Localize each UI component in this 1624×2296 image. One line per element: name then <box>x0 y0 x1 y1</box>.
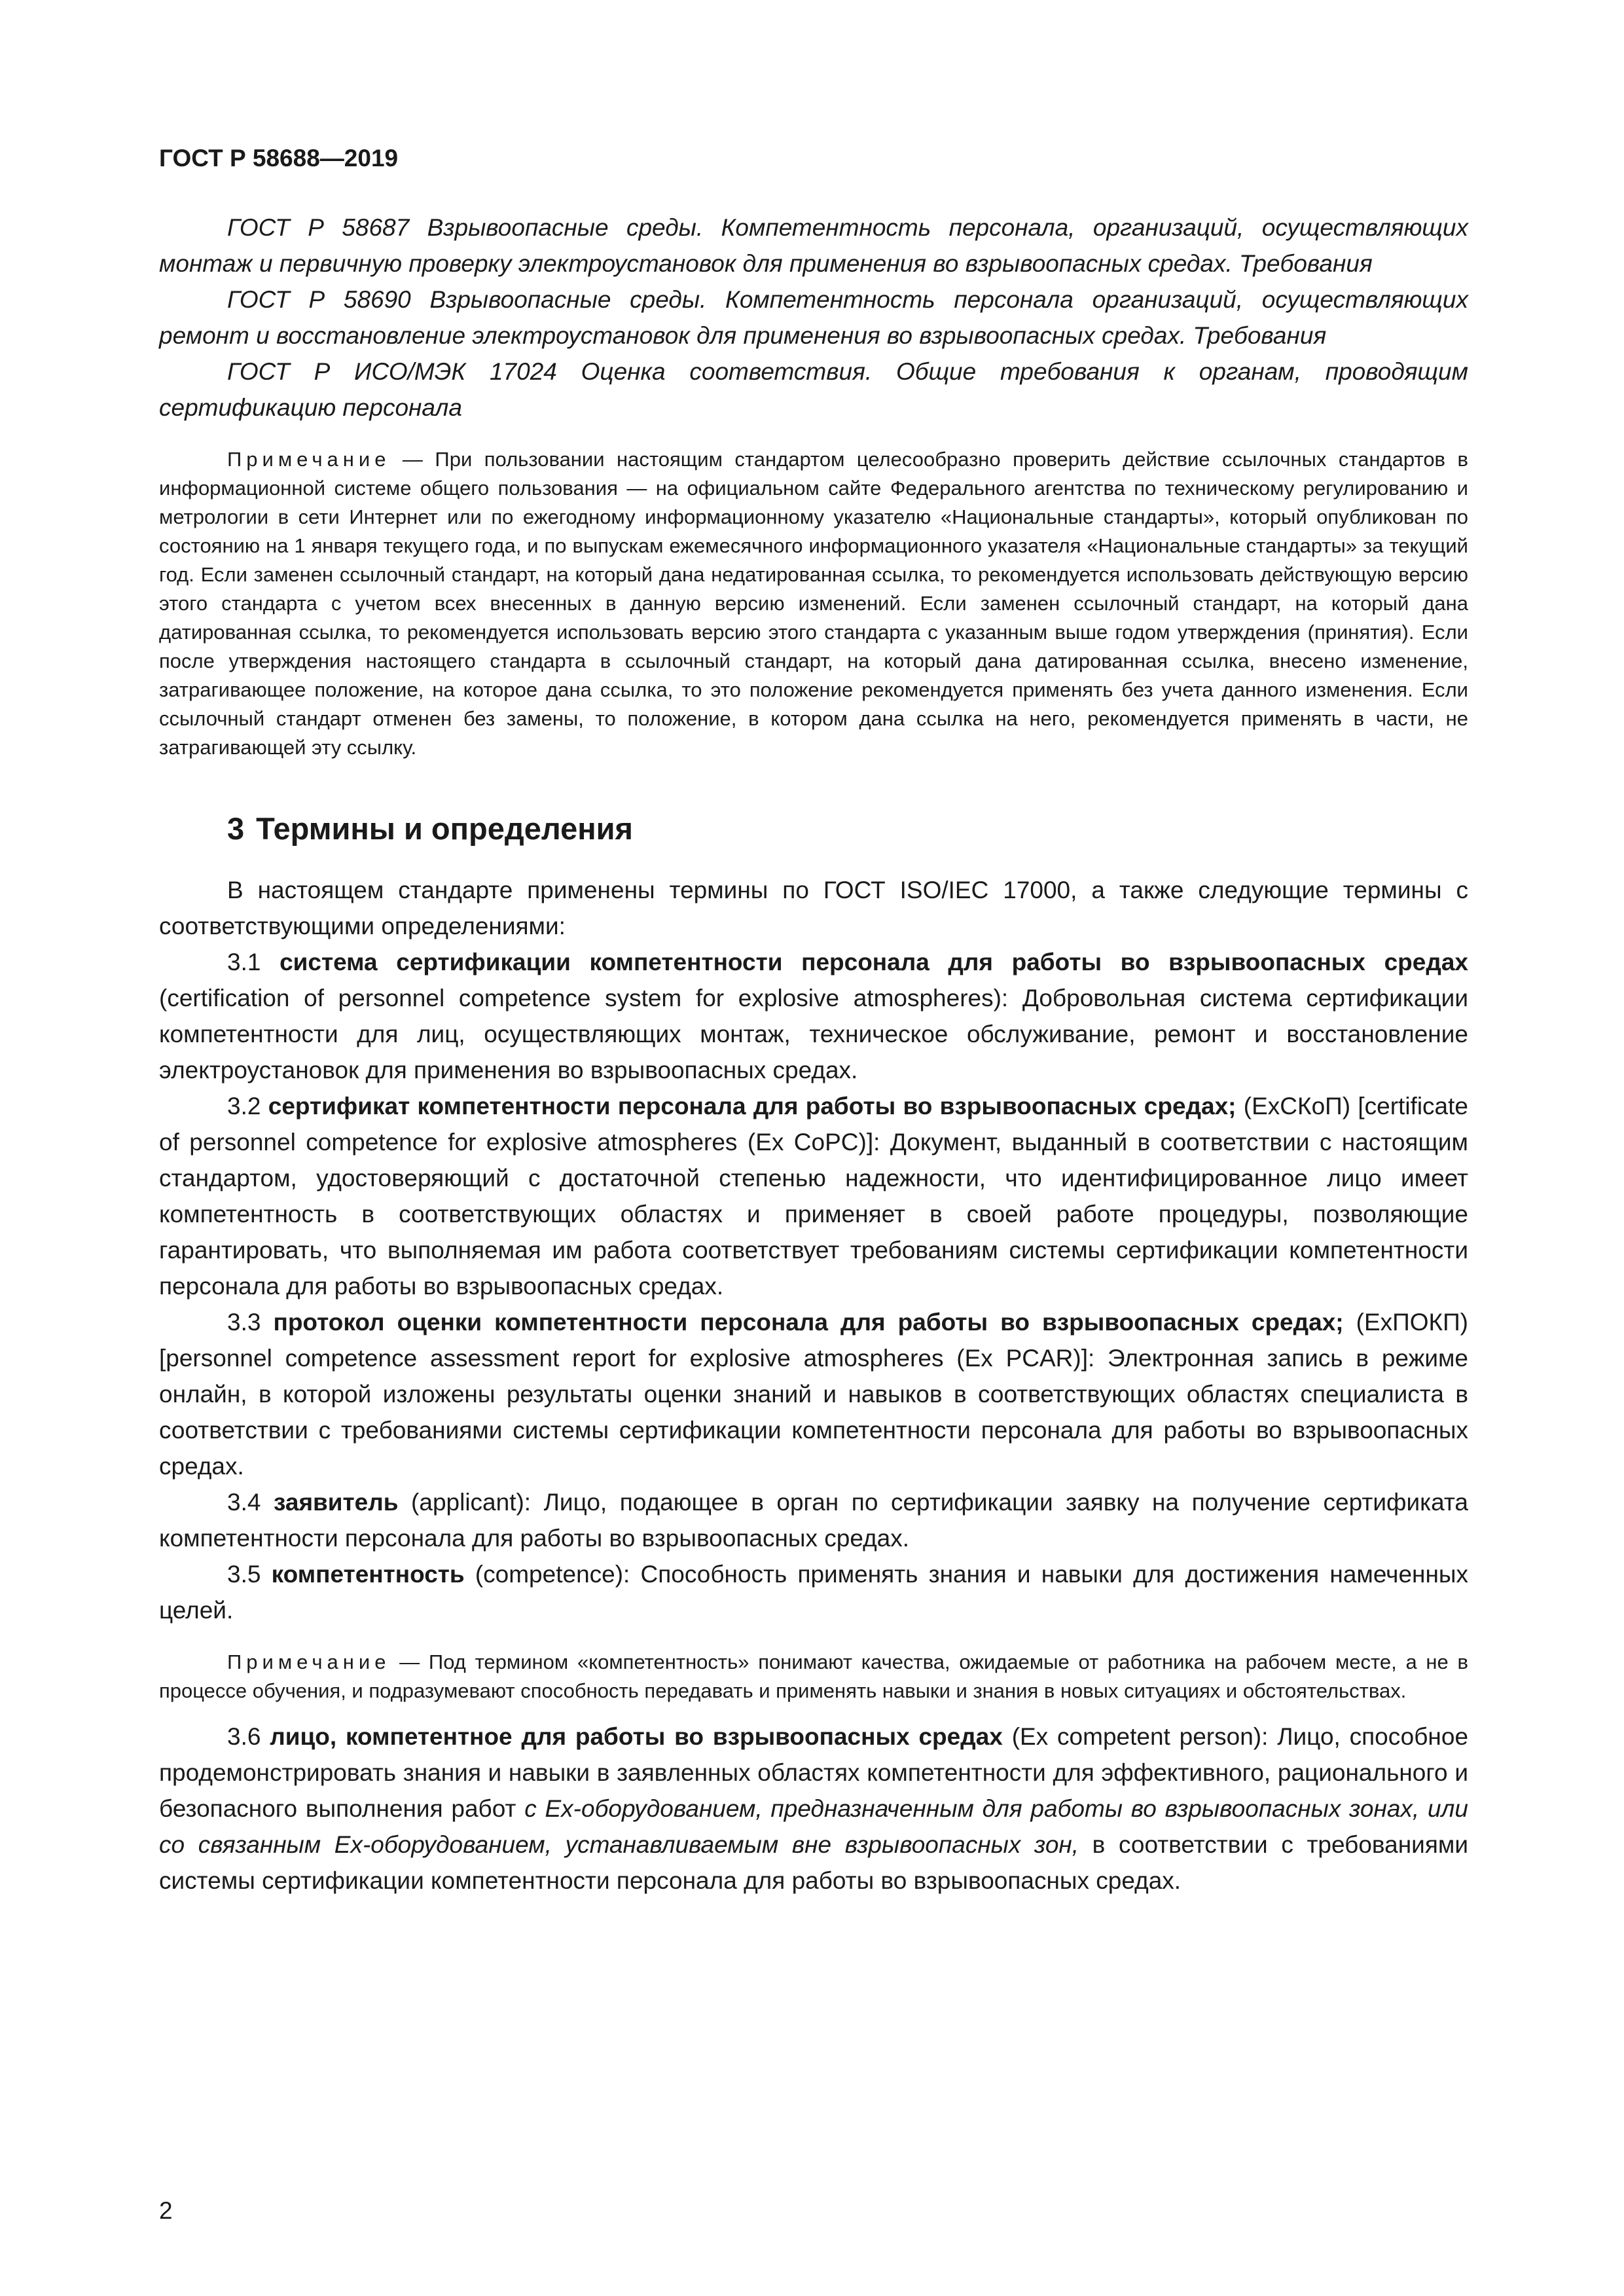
term-definition <box>159 1304 1468 1484</box>
reference-item: ГОСТ Р ИСО/МЭК 17024 Оценка соответствия. Общие требования к органам, проводящим сертификацию персонала <box>159 358 1468 421</box>
term-text: (applicant): Лицо, подающее в орган по сертификации заявку на получение сертификата компетентности персонала для работы во взрывоопасных средах. <box>159 1489 1468 1552</box>
term-name: заявитель <box>273 1489 399 1516</box>
term-definition <box>159 1088 1468 1304</box>
document-page <box>159 144 1468 1899</box>
note-text: — При пользовании настоящим стандартом целесообразно проверить действие ссылочных стандартов в информационной системе общего пользования — на официальном сайте Федерального агентства по техническому регулированию и метрологии в сети Интернет или по ежегодному информационному указателю «Национальные стандарты», который опубликован по состоянию на 1 января текущего года, и по выпускам ежемесячного информационного указателя «Национальные стандарты» за текущий год. Если заменен ссылочный стандарт, на который дана недатированная ссылка, то рекомендуется использовать действующую версию этого стандарта с учетом всех внесенных в данную версию изменений. Если заменен ссылочный стандарт, на который дана датированная ссылка, то рекомендуется использовать версию этого стандарта с указанным выше годом утверждения (принятия). Если после утверждения настоящего стандарта в ссылочный стандарт, на который дана датированная ссылка, внесено изменение, затрагивающее положение, на которое дана ссылка, то это положение рекомендуется применять без учета данного изменения. Если ссылочный стандарт отменен без замены, то положение, в котором дана ссылка на него, рекомендуется применять в части, не затрагивающей эту ссылку. <box>159 448 1468 759</box>
term-name: система сертификации компетентности персонала для работы во взрывоопасных средах <box>280 949 1468 975</box>
term-number: 3.4 <box>227 1489 261 1516</box>
term-text: (competence): Способность применять знания и навыки для достижения намеченных целей. <box>159 1561 1469 1624</box>
term-name: компетентность <box>271 1561 465 1588</box>
reference-item: ГОСТ Р 58690 Взрывоопасные среды. Компетентность персонала организаций, осуществляющих ремонт и восстановление электроустановок для применения во взрывоопасных средах. Требования <box>159 286 1468 349</box>
term-text: в соответствии с требованиями системы сертификации компетентности персонала для работы во взрывоопасных средах. <box>159 1831 1468 1894</box>
term-definition <box>159 944 1468 1088</box>
term-text: (certification of personnel competence system for explosive atmospheres): Добровольная система сертификации компетентности для лиц, осуществляющих монтаж, техническое обслуживание, ремонт и восстановление электроустановок для применения во взрывоопасных средах. <box>159 985 1468 1084</box>
term-text: (ExПОКП) [personnel competence assessment report for explosive atmospheres (Ex PCAR)]: Электронная запись в режиме онлайн, в которой изложены результаты оценки знаний и навыков в соответствующих областях специалиста в соответствии с требованиями системы сертификации компетентности персонала для работы во взрывоопасных средах. <box>159 1309 1468 1480</box>
section-title-text: Термины и определения <box>256 811 633 846</box>
note-text: — Под термином «компетентность» понимают качества, ожидаемые от работника на рабочем месте, а не в процессе обучения, и подразумевают способность передавать и применять навыки и знания в новых ситуациях и обстоятельствах. <box>159 1650 1468 1702</box>
section-intro: В настоящем стандарте применены термины по ГОСТ ISO/IEC 17000, а также следующие термины с соответствующими определениями: <box>159 877 1468 939</box>
term-number: 3.5 <box>227 1561 261 1588</box>
note-label: Примечание <box>227 448 391 471</box>
term-name: лицо, компетентное для работы во взрывоопасных средах <box>270 1723 1003 1750</box>
note-label: Примечание <box>227 1650 391 1673</box>
term-text: (ExСКоП) [certificate of personnel competence for explosive atmospheres (Ex CoPC)]: Документ, выданный в соответствии с настоящим стандартом, удостоверяющий с достаточной степенью надежности, что идентифицированное лицо имеет компетентность в соответствующих областях и применяет в своей работе процедуры, позволяющие гарантировать, что выполняемая им работа соответствует требованиям системы сертификации компетентности персонала для работы во взрывоопасных средах. <box>159 1093 1468 1300</box>
reference-item: ГОСТ Р 58687 Взрывоопасные среды. Компетентность персонала, организаций, осуществляющих монтаж и первичную проверку электроустановок для применения во взрывоопасных средах. Требования <box>159 214 1468 277</box>
term-definition <box>159 1556 1468 1628</box>
note-competence <box>159 1648 1468 1705</box>
term-name: сертификат компетентности персонала для работы во взрывоопасных средах; <box>268 1093 1236 1120</box>
page-number: 2 <box>159 2197 173 2224</box>
document-header: ГОСТ Р 58688—2019 <box>159 145 399 172</box>
term-number: 3.6 <box>227 1723 261 1750</box>
section-title <box>159 809 1468 848</box>
term-number: 3.3 <box>227 1309 261 1336</box>
term-name: протокол оценки компетентности персонала для работы во взрывоопасных средах; <box>273 1309 1344 1336</box>
term-definition <box>159 1719 1468 1899</box>
term-number: 3.2 <box>227 1093 261 1120</box>
term-definition <box>159 1484 1468 1556</box>
term-number: 3.1 <box>227 949 261 975</box>
section-number: 3 <box>227 811 245 846</box>
note-referenced-standards <box>159 445 1468 762</box>
term-text: (Ex competent person): Лицо, способное продемонстрировать знания и навыки в заявленных областях компетентности для эффективного, рационального и безопасного выполнения работ <box>159 1723 1469 1822</box>
term-text-italic: с Ex-оборудованием, предназначенным для работы во взрывоопасных зонах, или со связанным Ex-оборудованием, устанавливаемым вне взрывоопасных зон, <box>159 1795 1468 1858</box>
